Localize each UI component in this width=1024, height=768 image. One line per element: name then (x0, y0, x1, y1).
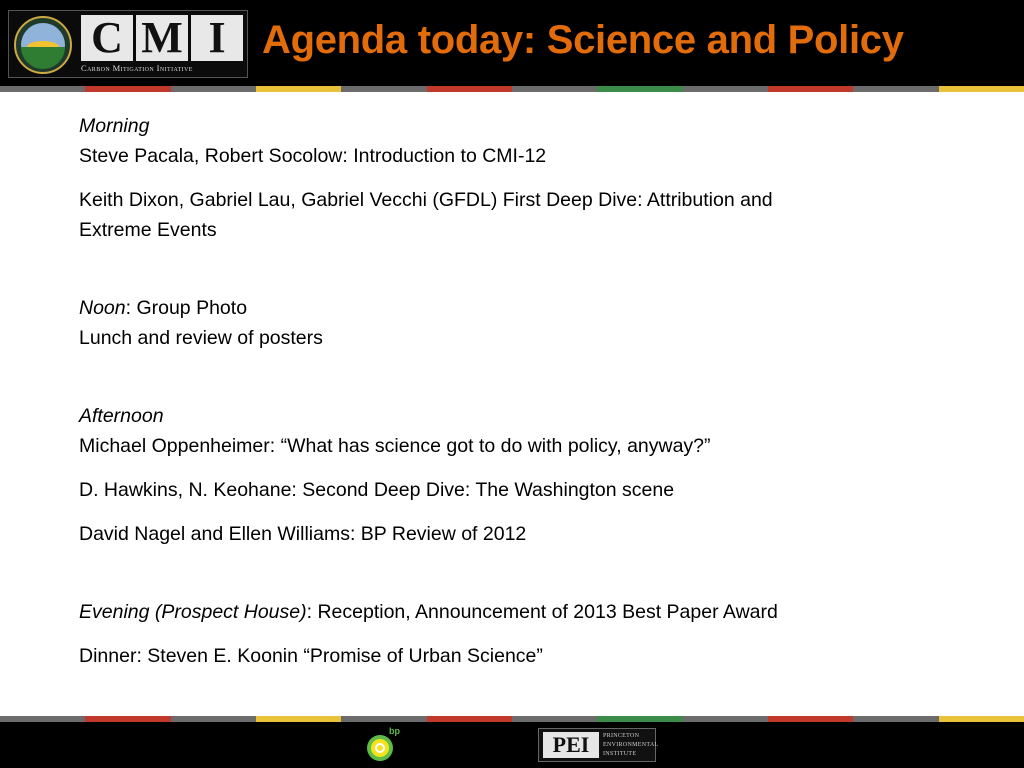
stripe-segment (683, 86, 768, 92)
stripe-segment (0, 86, 85, 92)
stripe-segment (853, 86, 938, 92)
stripe-segment (768, 86, 853, 92)
pei-abbr: PEI (543, 732, 599, 758)
pei-line: PRINCETON (603, 733, 640, 739)
stripe-segment (256, 86, 341, 92)
noon-label-suffix: : Group Photo (125, 297, 248, 319)
pei-line: INSTITUTE (603, 751, 637, 757)
cmi-emblem-icon (13, 15, 73, 75)
agenda-item: D. Hawkins, N. Keohane: Second Deep Dive: The Washington scene (79, 479, 675, 501)
cmi-logo (8, 10, 248, 78)
stripe-segment (171, 86, 256, 92)
footer-bar (0, 722, 1024, 768)
page-title: Agenda today: Science and Policy (262, 18, 904, 62)
pei-logo (538, 728, 659, 762)
agenda-item: Lunch and review of posters (79, 327, 323, 349)
evening-label-suffix: : Reception, Announcement of 2013 Best Paper Award (306, 601, 778, 623)
agenda-item: Dinner: Steven E. Koonin “Promise of Urban Science” (79, 645, 543, 667)
noon-line (79, 293, 929, 323)
agenda-item: Keith Dixon, Gabriel Lau, Gabriel Vecchi (GFDL) First Deep Dive: Attribution and (79, 189, 773, 211)
pei-line: ENVIRONMENTAL (603, 742, 659, 748)
evening-line (79, 597, 929, 627)
header-stripe (0, 86, 1024, 92)
section-label-afternoon: Afternoon (79, 405, 164, 427)
agenda-item: Extreme Events (79, 219, 217, 241)
logo-letter: I (191, 15, 243, 61)
stripe-segment (939, 86, 1024, 92)
logo-letter: C (81, 15, 133, 61)
header-bar (0, 0, 1024, 88)
stripe-segment (427, 86, 512, 92)
agenda-item: David Nagel and Ellen Williams: BP Review of 2012 (79, 523, 527, 545)
bp-logo-text: bp (389, 726, 400, 736)
stripe-segment (85, 86, 170, 92)
logo-letter: M (136, 15, 188, 61)
pei-name (603, 732, 659, 759)
logo-subtitle: Carbon Mitigation Initiative (81, 63, 193, 73)
cmi-logo-letters (81, 15, 243, 61)
agenda-item: Michael Oppenheimer: “What has science got to do with policy, anyway?” (79, 435, 711, 457)
stripe-segment (512, 86, 597, 92)
section-label-evening: Evening (Prospect House) (79, 601, 307, 623)
stripe-segment (597, 86, 682, 92)
section-label-morning: Morning (79, 115, 150, 137)
agenda-content (79, 111, 929, 671)
stripe-segment (341, 86, 426, 92)
section-label-noon: Noon (79, 297, 126, 319)
agenda-item: Steve Pacala, Robert Socolow: Introduction to CMI-12 (79, 145, 547, 167)
